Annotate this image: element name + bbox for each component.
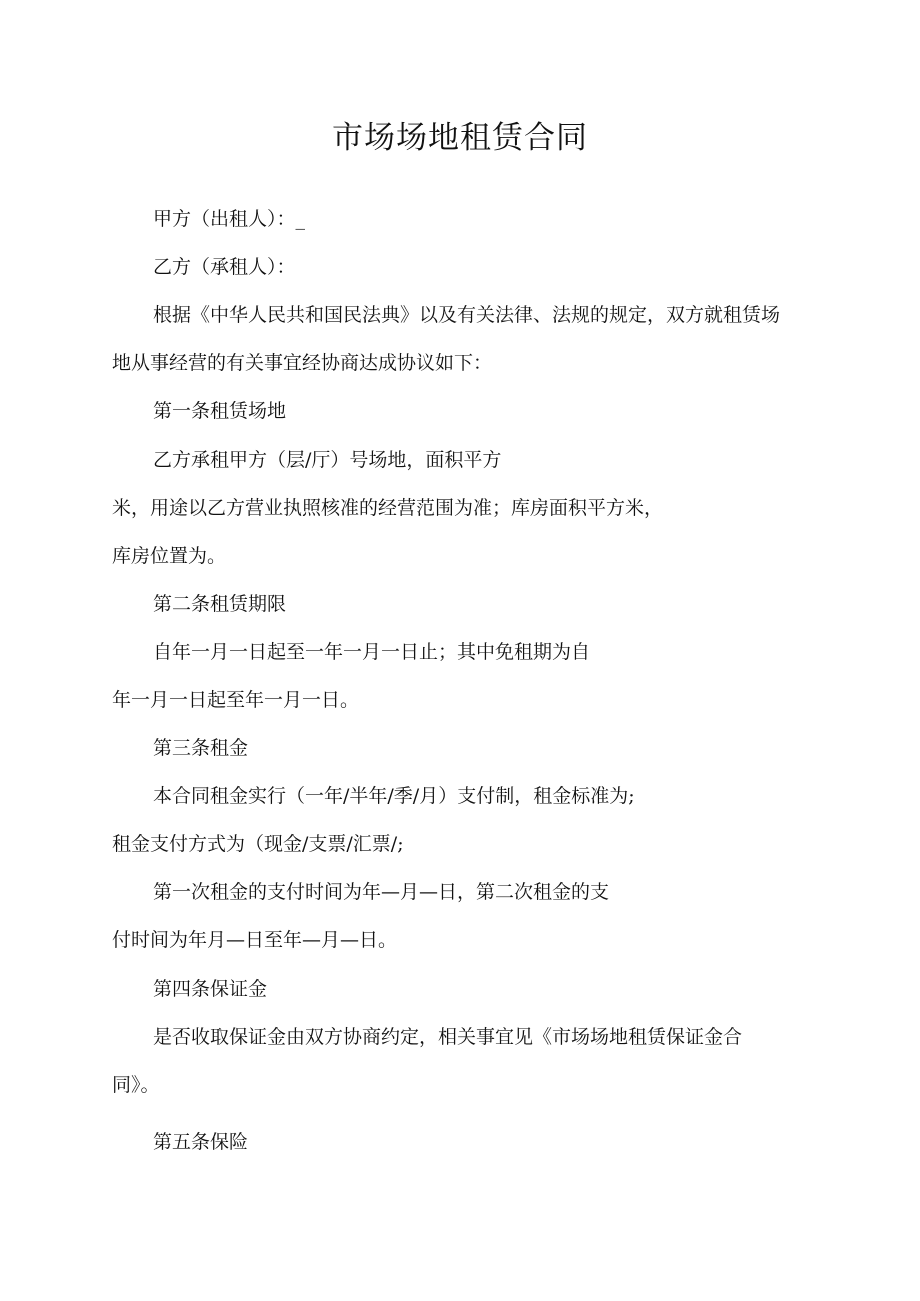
article-3-heading: 第三条租金 bbox=[153, 737, 249, 759]
article-3-text-line-1: 本合同租金实行（一年/半年/季/月）支付制，租金标准为; bbox=[153, 785, 635, 807]
article-1-text-line-1: 乙方承租甲方（层/厅）号场地，面积平方 bbox=[153, 449, 502, 471]
article-5-heading: 第五条保险 bbox=[153, 1131, 249, 1153]
article-4-heading: 第四条保证金 bbox=[153, 978, 268, 1000]
preamble-line-2: 地从事经营的有关事宜经协商达成协议如下： bbox=[112, 352, 493, 374]
article-3-text-line-3: 第一次租金的支付时间为年—月—日，第二次租金的支 bbox=[153, 881, 610, 903]
preamble-line-1: 根据《中华人民共和国民法典》以及有关法律、法规的规定，双方就租赁场 bbox=[153, 304, 781, 326]
party-a-line: 甲方（出租人）：_ bbox=[153, 208, 306, 230]
article-3-text-line-4: 付时间为年月—日至年—月—日。 bbox=[112, 929, 398, 951]
document-title: 市场场地租赁合同 bbox=[332, 120, 588, 156]
party-b-line: 乙方（承租人）： bbox=[153, 256, 296, 278]
article-2-text-line-2: 年一月一日起至年一月一日。 bbox=[112, 689, 360, 711]
article-3-text-line-2: 租金支付方式为（现金/支票/汇票/; bbox=[112, 833, 404, 855]
article-1-text-line-3: 库房位置为。 bbox=[112, 545, 227, 567]
article-4-text-line-2: 同》。 bbox=[112, 1074, 160, 1096]
article-4-text-line-1: 是否收取保证金由双方协商约定，相关事宜见《市场场地租赁保证金合 bbox=[153, 1026, 743, 1048]
article-1-text-line-2: 米，用途以乙方营业执照核准的经营范围为准；库房面积平方米， bbox=[112, 497, 664, 519]
article-2-text-line-1: 自年一月一日起至一年一月一日止；其中免租期为自 bbox=[153, 641, 591, 663]
article-1-heading: 第一条租赁场地 bbox=[153, 400, 287, 422]
article-2-heading: 第二条租赁期限 bbox=[153, 593, 287, 615]
